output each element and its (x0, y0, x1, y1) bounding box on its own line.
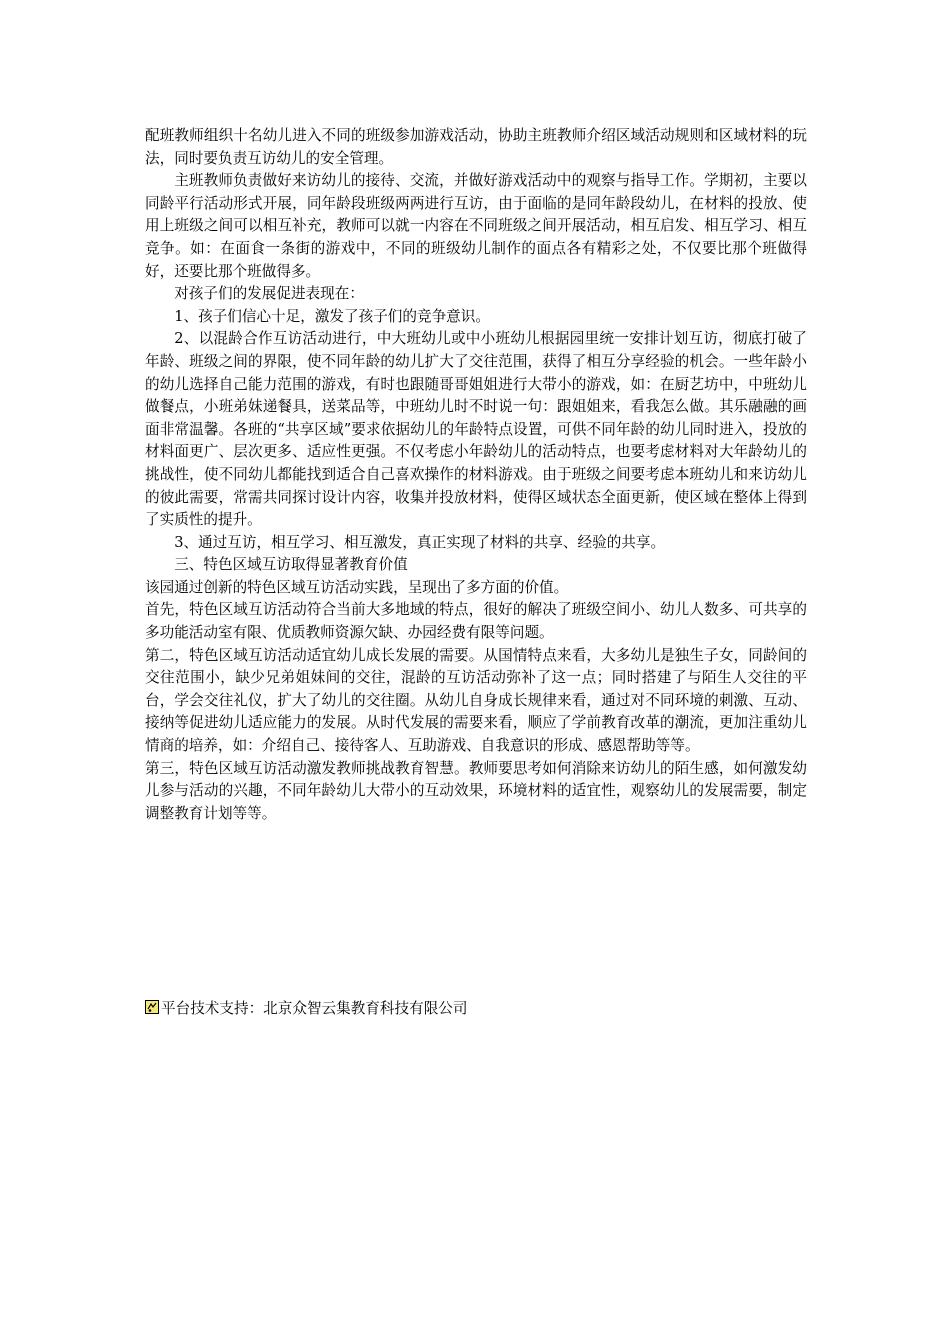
paragraph: 主班教师负责做好来访幼儿的接待、交流，并做好游戏活动中的观察与指导工作。学期初，主要以同龄平行活动形式开展，同年龄段班级两两进行互访，由于面临的是同年龄段幼儿，在材料的投放、使用上班级之间可以相互补充，教师可以就一内容在不同班级之间开展活动，相互启发、相互学习、相互竞争。如：在面食一条街的游戏中，不同的班级幼儿制作的面点各有精彩之处，不仅要比那个班做得好，还要比那个班做得多。 (145, 172, 807, 280)
paragraph: 第三，特色区域互访活动激发教师挑战教育智慧。教师要思考如何消除来访幼儿的陌生感，如何激发幼儿参与活动的兴趣，不同年龄幼儿大带小的互动效果，环境材料的适宜性，观察幼儿的发展需要，制定调整教育计划等等。 (145, 759, 807, 822)
footer-text: 平台技术支持：北京众智云集教育科技有限公司 (161, 999, 468, 1017)
paragraph: 三、特色区域互访取得显著教育价值 (174, 556, 408, 574)
paragraph: 配班教师组织十名幼儿进入不同的班级参加游戏活动，协助主班教师介绍区域活动规则和区域材料的玩法，同时要负责互访幼儿的安全管理。 (145, 127, 807, 167)
document-body (145, 125, 807, 825)
paragraph: 2、以混龄合作互访活动进行，中大班幼儿或中小班幼儿根据园里统一安排计划互访，彻底打破了年龄、班级之间的界限，使不同年龄的幼儿扩大了交往范围，获得了相互分享经验的机会。一些年龄小的幼儿选择自己能力范围的游戏，有时也跟随哥哥姐姐进行大带小的游戏，如：在厨艺坊中，中班幼儿做餐点，小班弟妹递餐具，送菜品等，中班幼儿时不时说一句：跟姐姐来，看我怎么做。其乐融融的画面非常温馨。各班的“共享区域”要求依据幼儿的年龄特点设置，可供不同年龄的幼儿同时进入，投放的材料面更广、层次更多、适应性更强。不仅考虑小年龄幼儿的活动特点，也要考虑材料对大年龄幼儿的挑战性，使不同幼儿都能找到适合自己喜欢操作的材料游戏。由于班级之间要考虑本班幼儿和来访幼儿的彼此需要，常需共同探讨设计内容，收集并投放材料，使得区域状态全面更新，使区域在整体上得到了实质性的提升。 (145, 330, 807, 529)
paragraph: 1、孩子们信心十足，激发了孩子们的竞争意识。 (174, 307, 490, 325)
paragraph: 该园通过创新的特色区域互访活动实践，呈现出了多方面的价值。 (145, 578, 569, 596)
document-logo-icon (145, 1000, 159, 1014)
paragraph: 第二，特色区域互访活动适宜幼儿成长发展的需要。从国情特点来看，大多幼儿是独生子女，同龄间的交往范围小，缺少兄弟姐妹间的交往，混龄的互访活动弥补了这一点；同时搭建了与陌生人交往的平台，学会交往礼仪，扩大了幼儿的交往圈。从幼儿自身成长规律来看，通过对不同环境的刺激、互动、接纳等促进幼儿适应能力的发展。从时代发展的需要来看，顺应了学前教育改革的潮流，更加注重幼儿情商的培养，如：介绍自己、接待客人、互助游戏、自我意识的形成、感恩帮助等等。 (145, 646, 807, 755)
paragraph: 首先，特色区域互访活动符合当前大多地域的特点，很好的解决了班级空间小、幼儿人数多、可共享的多功能活动室有限、优质教师资源欠缺、办园经费有限等问题。 (145, 601, 807, 642)
footer (145, 996, 467, 1018)
paragraph: 3、通过互访，相互学习、相互激发，真正实现了材料的共享、经验的共享。 (174, 533, 666, 551)
paragraph: 对孩子们的发展促进表现在： (174, 285, 364, 303)
